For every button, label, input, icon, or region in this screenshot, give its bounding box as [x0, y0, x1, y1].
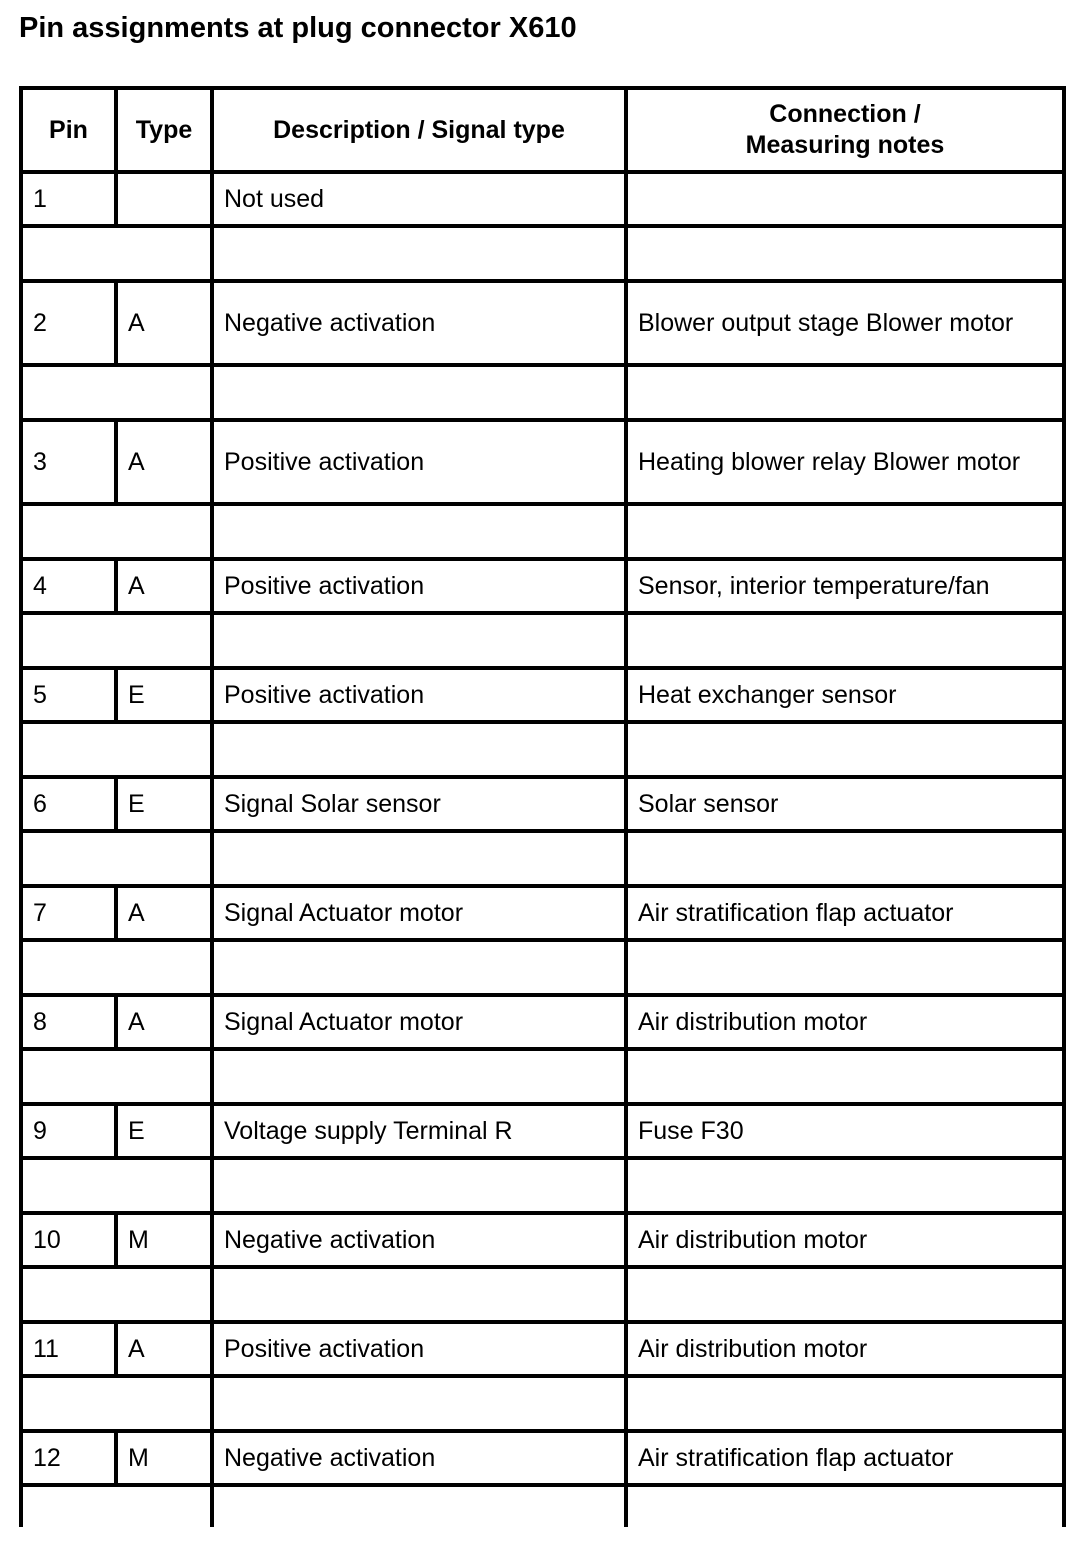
cell-description: Positive activation [212, 559, 626, 613]
cell-description: Negative activation [212, 281, 626, 365]
table-row [21, 1104, 1064, 1158]
cell-description: Signal Actuator motor [212, 886, 626, 940]
cell-pin: 12 [21, 1431, 116, 1485]
spacer-cell [626, 831, 1064, 886]
table-row [21, 886, 1064, 940]
spacer-row [21, 1049, 1064, 1104]
cell-description: Positive activation [212, 420, 626, 504]
spacer-cell [212, 1485, 626, 1527]
spacer-cell [626, 226, 1064, 281]
spacer-row [21, 940, 1064, 995]
cell-type: A [116, 281, 212, 365]
spacer-cell [212, 722, 626, 777]
cell-pin: 9 [21, 1104, 116, 1158]
spacer-cell [21, 831, 212, 886]
spacer-row [21, 365, 1064, 420]
spacer-cell [21, 226, 212, 281]
pin-assignment-table [19, 86, 1066, 1527]
cell-connection: Blower output stage Blower motor [626, 281, 1064, 365]
cell-connection: Air stratification flap actuator [626, 886, 1064, 940]
cell-connection: Solar sensor [626, 777, 1064, 831]
cell-connection: Fuse F30 [626, 1104, 1064, 1158]
cell-pin: 3 [21, 420, 116, 504]
cell-connection: Air distribution motor [626, 995, 1064, 1049]
cell-connection: Sensor, interior temperature/fan [626, 559, 1064, 613]
cell-connection: Air stratification flap actuator [626, 1431, 1064, 1485]
spacer-cell [626, 940, 1064, 995]
table-row [21, 1213, 1064, 1267]
spacer-cell [212, 940, 626, 995]
cell-connection: Air distribution motor [626, 1322, 1064, 1376]
cell-pin: 2 [21, 281, 116, 365]
cell-connection: Heating blower relay Blower motor [626, 420, 1064, 504]
spacer-cell [626, 365, 1064, 420]
spacer-cell [21, 722, 212, 777]
cell-type: M [116, 1431, 212, 1485]
table-body [21, 172, 1064, 1527]
table-row [21, 420, 1064, 504]
cell-description: Positive activation [212, 668, 626, 722]
header-pin: Pin [21, 88, 116, 172]
cell-pin: 7 [21, 886, 116, 940]
spacer-row [21, 504, 1064, 559]
table-row [21, 559, 1064, 613]
cell-pin: 6 [21, 777, 116, 831]
cell-type: E [116, 668, 212, 722]
spacer-cell [21, 365, 212, 420]
cell-connection [626, 172, 1064, 226]
cell-type [116, 172, 212, 226]
spacer-cell [21, 940, 212, 995]
spacer-row [21, 1267, 1064, 1322]
spacer-cell [626, 1267, 1064, 1322]
cell-description: Not used [212, 172, 626, 226]
header-connection-line1: Connection / [769, 100, 921, 128]
cell-pin: 8 [21, 995, 116, 1049]
cell-pin: 1 [21, 172, 116, 226]
spacer-cell [212, 1049, 626, 1104]
spacer-cell [626, 722, 1064, 777]
spacer-cell [212, 1158, 626, 1213]
spacer-cell [21, 504, 212, 559]
spacer-row [21, 226, 1064, 281]
spacer-cell [21, 1049, 212, 1104]
table-row [21, 995, 1064, 1049]
cell-type: E [116, 1104, 212, 1158]
cell-type: M [116, 1213, 212, 1267]
page-title: Pin assignments at plug connector X610 [19, 12, 577, 44]
cell-pin: 10 [21, 1213, 116, 1267]
cell-description: Negative activation [212, 1213, 626, 1267]
spacer-cell [21, 1376, 212, 1431]
spacer-cell [212, 226, 626, 281]
spacer-cell [626, 1049, 1064, 1104]
spacer-cell [212, 365, 626, 420]
table-row [21, 1431, 1064, 1485]
spacer-cell [626, 613, 1064, 668]
spacer-row [21, 722, 1064, 777]
cell-description: Positive activation [212, 1322, 626, 1376]
spacer-cell [212, 831, 626, 886]
spacer-row [21, 831, 1064, 886]
spacer-cell [21, 1267, 212, 1322]
cell-description: Voltage supply Terminal R [212, 1104, 626, 1158]
header-description: Description / Signal type [212, 88, 626, 172]
table-row [21, 172, 1064, 226]
cell-connection: Heat exchanger sensor [626, 668, 1064, 722]
cell-pin: 4 [21, 559, 116, 613]
header-connection [626, 88, 1064, 172]
spacer-cell [21, 1158, 212, 1213]
cell-type: E [116, 777, 212, 831]
cell-type: A [116, 886, 212, 940]
spacer-cell [21, 613, 212, 668]
spacer-cell [212, 1376, 626, 1431]
cell-type: A [116, 420, 212, 504]
spacer-cell [626, 1376, 1064, 1431]
cell-description: Signal Actuator motor [212, 995, 626, 1049]
cell-type: A [116, 1322, 212, 1376]
table-row [21, 281, 1064, 365]
header-connection-line2: Measuring notes [745, 131, 945, 159]
spacer-row [21, 1158, 1064, 1213]
header-type: Type [116, 88, 212, 172]
spacer-cell [626, 504, 1064, 559]
cell-description: Negative activation [212, 1431, 626, 1485]
spacer-cell [212, 504, 626, 559]
cell-type: A [116, 559, 212, 613]
spacer-cell [212, 613, 626, 668]
cell-pin: 11 [21, 1322, 116, 1376]
cell-type: A [116, 995, 212, 1049]
spacer-row [21, 1376, 1064, 1431]
spacer-cell [626, 1158, 1064, 1213]
spacer-row [21, 613, 1064, 668]
table-row [21, 777, 1064, 831]
cell-description: Signal Solar sensor [212, 777, 626, 831]
table-row [21, 668, 1064, 722]
cell-connection: Air distribution motor [626, 1213, 1064, 1267]
spacer-cell [626, 1485, 1064, 1527]
spacer-cell [21, 1485, 212, 1527]
spacer-row [21, 1485, 1064, 1527]
cell-pin: 5 [21, 668, 116, 722]
spacer-cell [212, 1267, 626, 1322]
table-row [21, 1322, 1064, 1376]
table-header-row [21, 88, 1064, 172]
